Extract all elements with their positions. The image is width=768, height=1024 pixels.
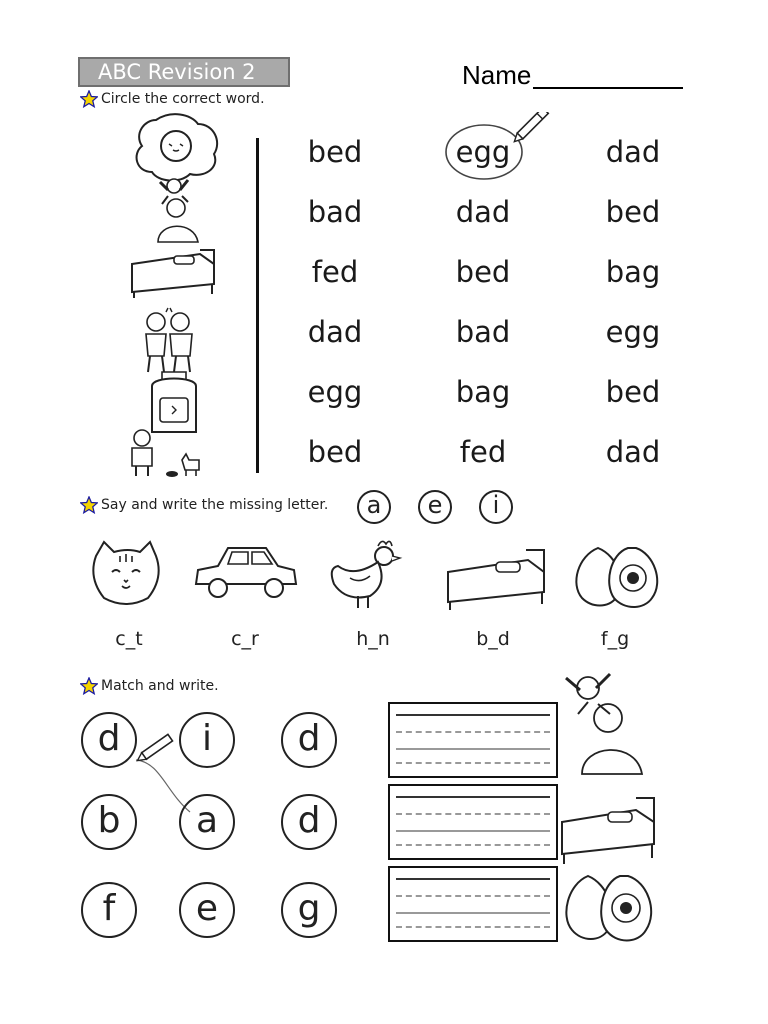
worksheet-title: ABC Revision 2 (78, 57, 290, 87)
star-icon (80, 677, 98, 695)
word-option[interactable]: dad (307, 315, 363, 349)
cat-icon (93, 542, 158, 604)
match-letter[interactable]: d (281, 794, 337, 850)
missing-letter-word[interactable]: c_r (231, 628, 259, 650)
word-option[interactable]: bag (455, 375, 511, 409)
word-option[interactable]: bed (307, 135, 363, 169)
writing-box[interactable] (388, 784, 558, 860)
pencil-icon (512, 112, 549, 144)
star-icon (80, 496, 98, 514)
name-write-line[interactable] (533, 87, 683, 89)
word-option[interactable]: fed (311, 255, 359, 289)
word-option[interactable]: bed (605, 195, 661, 229)
match-letter[interactable]: b (81, 794, 137, 850)
name-label: Name (462, 60, 532, 90)
hen-icon (332, 541, 400, 608)
bed-icon (132, 250, 214, 298)
word-option[interactable]: bag (605, 255, 661, 289)
fig-icon (576, 548, 657, 607)
word-option[interactable]: bed (307, 435, 363, 469)
word-option[interactable]: bad (307, 195, 363, 229)
word-option[interactable]: fed (459, 435, 507, 469)
section1-pictures (126, 112, 256, 482)
section1-instruction-row (80, 90, 265, 108)
word-option[interactable]: bad (455, 315, 511, 349)
word-option[interactable]: egg (605, 315, 661, 349)
match-letter[interactable]: g (281, 882, 337, 938)
word-option[interactable]: bed (605, 375, 661, 409)
fig-icon (566, 876, 651, 941)
section2-pictures (80, 538, 680, 618)
fighting-kids-icon (146, 308, 192, 372)
match-letter[interactable]: i (179, 712, 235, 768)
match-letter[interactable]: e (179, 882, 235, 938)
word-option[interactable]: dad (455, 195, 511, 229)
section3-pictures (548, 672, 660, 952)
missing-letter-word[interactable]: h_n (356, 628, 390, 650)
letter-choice-i: i (479, 490, 513, 524)
missing-letter-word[interactable]: c_t (115, 628, 143, 650)
car-icon (196, 548, 296, 597)
word-option[interactable]: egg (455, 135, 511, 169)
example-circle-mark (444, 112, 560, 186)
word-option[interactable]: bed (455, 255, 511, 289)
missing-letter-word[interactable]: f_g (600, 628, 630, 650)
word-option[interactable]: dad (605, 435, 661, 469)
bed-icon (448, 550, 544, 610)
school-bag-icon (152, 372, 196, 432)
section3-instruction-row (80, 677, 219, 695)
section1-instruction: Circle the correct word. (101, 91, 265, 107)
match-letter[interactable]: f (81, 882, 137, 938)
column-divider (256, 138, 259, 473)
missing-letter-word[interactable]: b_d (476, 628, 510, 650)
letter-choice-a: a (357, 490, 391, 524)
match-letter[interactable]: a (179, 794, 235, 850)
pencil-icon (135, 734, 172, 763)
word-option[interactable]: egg (307, 375, 363, 409)
letter-choice-e: e (418, 490, 452, 524)
bed-icon (562, 798, 654, 864)
father-and-child-icon (158, 179, 198, 242)
section2-instruction: Say and write the missing letter. (101, 497, 329, 513)
word-option[interactable]: dad (605, 135, 661, 169)
writing-box[interactable] (388, 702, 558, 778)
section2-instruction-row (80, 496, 328, 514)
match-letter[interactable]: d (281, 712, 337, 768)
match-letter[interactable]: d (81, 712, 137, 768)
father-and-child-icon (566, 674, 642, 774)
writing-box[interactable] (388, 866, 558, 942)
star-icon (80, 90, 98, 108)
boy-feeding-dog-icon (132, 430, 199, 477)
section3-instruction: Match and write. (101, 678, 219, 694)
fried-egg-icon (137, 114, 218, 180)
